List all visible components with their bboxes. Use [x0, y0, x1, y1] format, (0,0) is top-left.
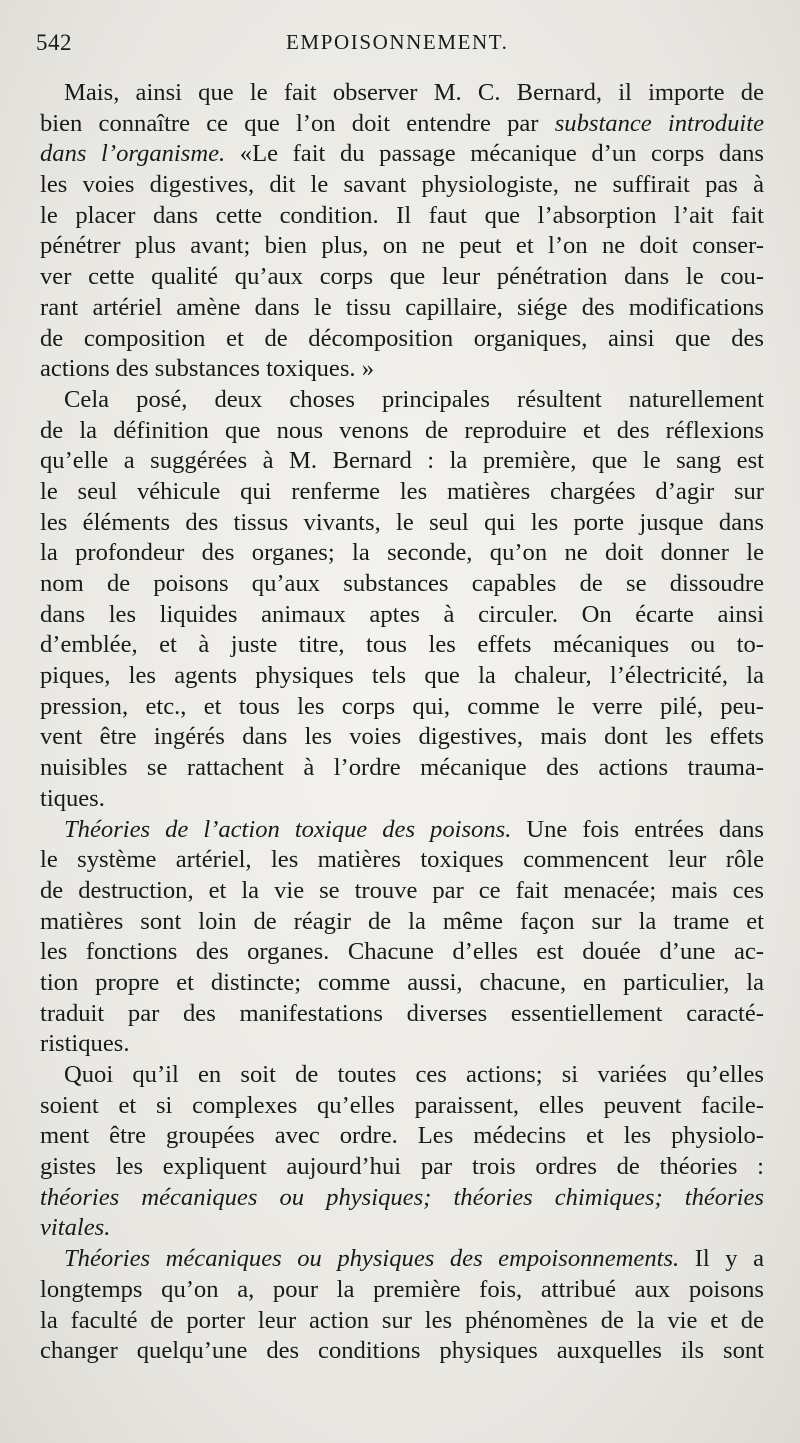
text-run: soient et si complexes qu’elles paraissent, elles peuvent facile-: [40, 1091, 764, 1119]
text-line: [40, 508, 764, 539]
page-number: 542: [36, 30, 72, 55]
text-run: le placer dans cette condition. Il faut que l’absorption l’ait fait: [40, 201, 764, 229]
text-line: [40, 815, 764, 846]
text-line: [40, 569, 764, 600]
text-line: [40, 324, 764, 355]
text-run: les fonctions des organes. Chacune d’elles est douée d’une ac-: [40, 938, 764, 966]
text-run: gistes les expliquent aujourd’hui par trois ordres de théories :: [40, 1153, 764, 1181]
text-run: matières sont loin de réagir de la même façon sur la trame et: [40, 907, 764, 935]
text-run: nuisibles se rattachent à l’ordre mécanique des actions trauma-: [40, 754, 764, 782]
text-line: [40, 1121, 764, 1152]
text-line: [40, 1060, 764, 1091]
text-run: piques, les agents physiques tels que la chaleur, l’électricité, la: [40, 662, 764, 690]
text-run: de la définition que nous venons de reproduire et des réflexions: [40, 416, 764, 444]
text-line: [40, 139, 764, 170]
text-line: [40, 446, 764, 477]
text-line: [40, 876, 764, 907]
text-line: [40, 937, 764, 968]
text-line: [40, 1213, 764, 1244]
text-line: [40, 1336, 764, 1367]
text-run: qu’elle a suggérées à M. Bernard : la première, que le sang est: [40, 447, 764, 475]
text-line: [40, 661, 764, 692]
text-run: «Le fait du passage mécanique d’un corps dans: [225, 140, 764, 168]
text-run: la profondeur des organes; la seconde, qu’on ne doit donner le: [40, 539, 764, 567]
text-line: [40, 477, 764, 508]
text-line: [40, 692, 764, 723]
text-line: [40, 1029, 764, 1060]
text-run: traduit par des manifestations diverses essentiellement caracté-: [40, 999, 764, 1027]
text-line: [40, 1091, 764, 1122]
text-run: les voies digestives, dit le savant physiologiste, ne suffirait pas à: [40, 171, 764, 199]
text-line: [40, 170, 764, 201]
text-line: [40, 262, 764, 293]
text-line: [40, 538, 764, 569]
text-run: Une fois entrées dans: [511, 815, 764, 843]
text-line: [40, 600, 764, 631]
text-run: pression, etc., et tous les corps qui, comme le verre pilé, peu-: [40, 692, 764, 720]
text-run: changer quelqu’une des conditions physiques auxquelles ils sont: [40, 1337, 764, 1365]
text-line: [40, 845, 764, 876]
italic-run: Théories mécaniques ou physiques des empoisonnements.: [64, 1245, 680, 1273]
text-line: [40, 1244, 764, 1275]
text-run: actions des substances toxiques. »: [40, 355, 375, 383]
italic-run: vitales.: [40, 1214, 111, 1242]
text-line: [40, 1306, 764, 1337]
text-run: pénétrer plus avant; bien plus, on ne peut et l’on ne doit conser-: [40, 232, 764, 260]
text-run: le système artériel, les matières toxiques commencent leur rôle: [40, 846, 764, 874]
text-line: [40, 1152, 764, 1183]
text-run: les éléments des tissus vivants, le seul qui les porte jusque dans: [40, 508, 764, 536]
text-run: dans les liquides animaux aptes à circuler. On écarte ainsi: [40, 600, 764, 628]
text-line: [40, 907, 764, 938]
text-run: Mais, ainsi que le fait observer M. C. Bernard, il importe de: [64, 79, 764, 106]
text-run: ment être groupées avec ordre. Les médecins et les physiolo-: [40, 1122, 764, 1150]
text-line: [40, 385, 764, 416]
text-run: Il y a: [679, 1245, 764, 1273]
text-run: bien connaître ce que l’on doit entendre par: [40, 109, 555, 137]
text-run: la faculté de porter leur action sur les phénomènes de la vie et de: [40, 1306, 764, 1334]
text-line: [40, 201, 764, 232]
running-head: EMPOISONNEMENT.: [286, 30, 509, 54]
italic-run: théories mécaniques ou physiques; théories chimiques; théories: [40, 1183, 764, 1211]
text-line: [40, 354, 764, 385]
text-line: [40, 78, 764, 109]
text-run: le seul véhicule qui renferme les matières chargées d’agir sur: [40, 477, 764, 505]
italic-run: substance introduite: [554, 109, 764, 137]
italic-run: Théories de l’action toxique des poisons.: [64, 815, 512, 843]
text-run: ver cette qualité qu’aux corps que leur pénétration dans le cou-: [40, 263, 764, 291]
italic-run: dans l’organisme.: [40, 140, 226, 168]
text-run: vent être ingérés dans les voies digestives, mais dont les effets: [40, 723, 764, 751]
text-line: [40, 293, 764, 324]
text-line: [40, 968, 764, 999]
text-line: [40, 630, 764, 661]
text-run: Quoi qu’il en soit de toutes ces actions; si variées qu’elles: [64, 1061, 764, 1088]
text-line: [40, 109, 764, 140]
text-line: [40, 999, 764, 1030]
text-line: [40, 722, 764, 753]
text-run: nom de poisons qu’aux substances capables de se dissoudre: [40, 570, 764, 597]
text-run: rant artériel amène dans le tissu capillaire, siége des modifications: [40, 293, 764, 321]
page-header: [36, 30, 764, 62]
text-line: [40, 231, 764, 262]
text-line: [40, 1183, 764, 1214]
text-run: ristiques.: [40, 1030, 130, 1058]
text-run: d’emblée, et à juste titre, tous les effets mécaniques ou to-: [40, 631, 764, 659]
text-run: longtemps qu’on a, pour la première fois, attribué aux poisons: [40, 1275, 764, 1303]
text-run: de composition et de décomposition organiques, ainsi que des: [40, 324, 764, 352]
text-line: [40, 753, 764, 784]
text-line: [40, 784, 764, 815]
body-text: [40, 78, 764, 1367]
text-run: Cela posé, deux choses principales résultent naturellement: [64, 385, 764, 413]
text-line: [40, 416, 764, 447]
text-run: tion propre et distincte; comme aussi, chacune, en particulier, la: [40, 968, 764, 996]
text-line: [40, 1275, 764, 1306]
text-run: tiques.: [40, 784, 105, 812]
text-run: de destruction, et la vie se trouve par ce fait menacée; mais ces: [40, 876, 764, 904]
